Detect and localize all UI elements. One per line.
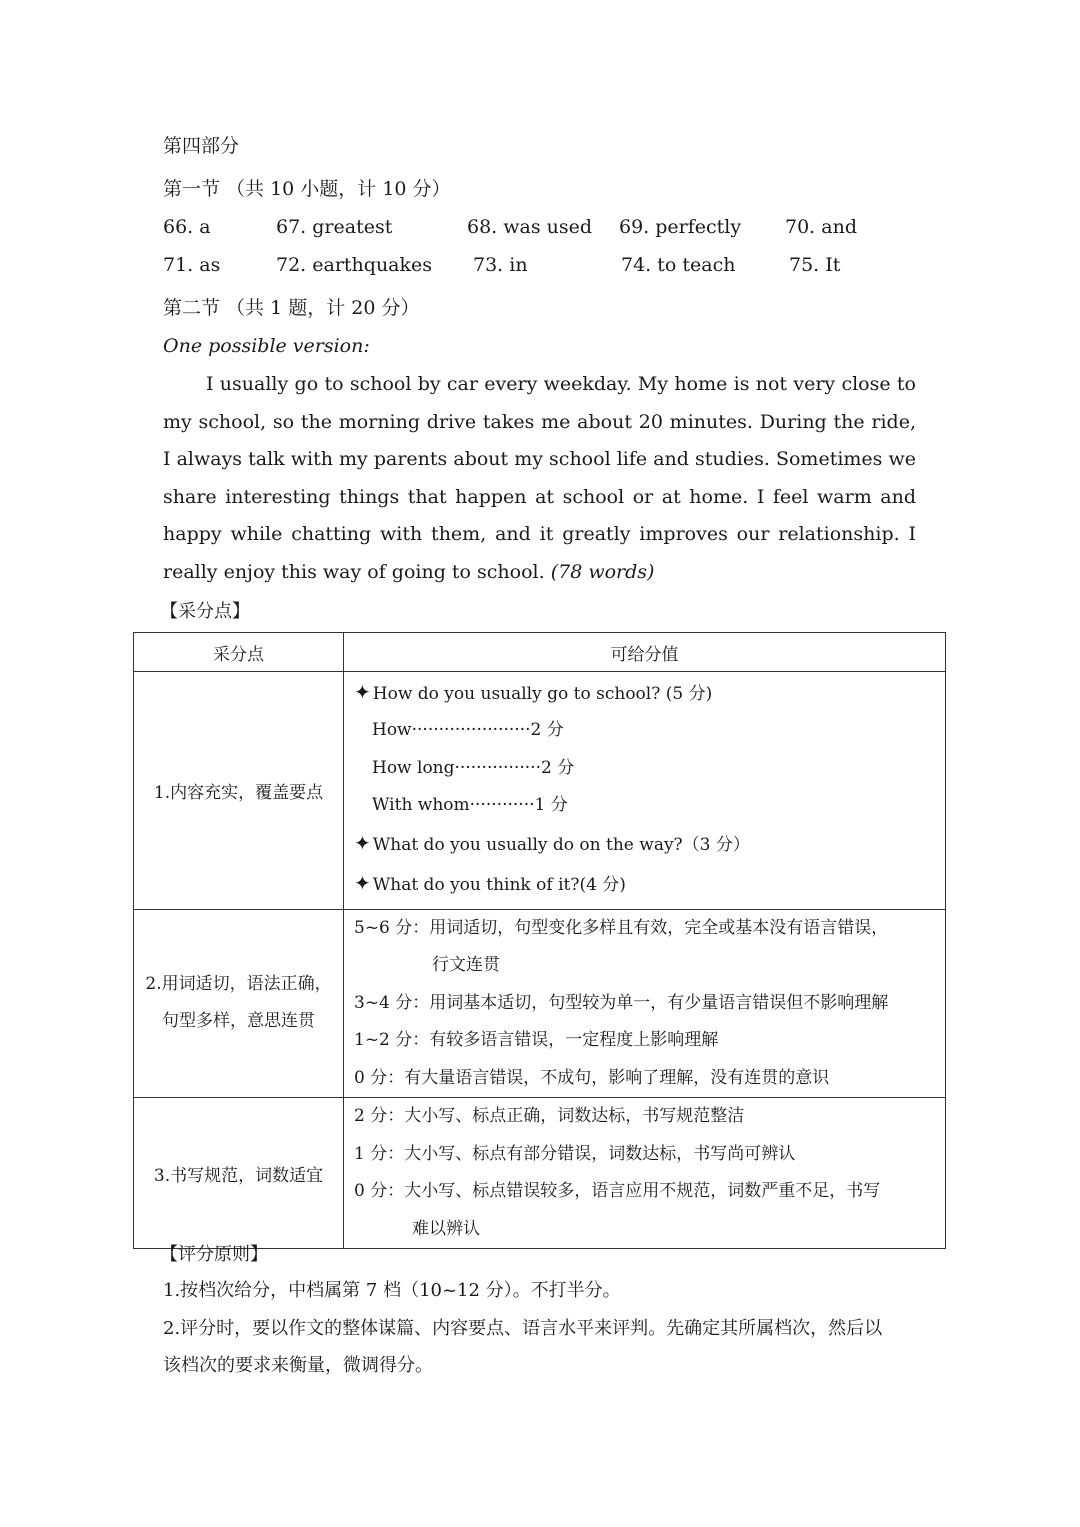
answer-item: 74. to teach (621, 254, 736, 276)
answer-item: 68. was used (467, 216, 593, 238)
part-title: 第四部分 (163, 135, 240, 157)
answer-item: 70. and (785, 216, 857, 238)
detail-line: How······················2 分 (372, 720, 564, 740)
row-detail (344, 672, 946, 910)
star-icon: ✦ (354, 680, 371, 704)
table-row (134, 909, 946, 1098)
rubric-table (133, 632, 946, 1249)
answer-item: 69. perfectly (619, 216, 742, 238)
section2-title: 第二节 （共 1 题，计 20 分） (163, 297, 420, 319)
scoring-points-title: 【采分点】 (160, 601, 250, 622)
answer-item: 75. It (789, 254, 841, 276)
detail-line: 3~4 分：用词基本适切，句型较为单一，有少量语言错误但不影响理解 (354, 992, 889, 1013)
word-count: (78 words) (550, 560, 655, 583)
detail-line: 0 分：大小写、标点错误较多，语言应用不规范，词数严重不足，书写 (354, 1181, 881, 1201)
detail-line: How long················2 分 (372, 757, 575, 778)
principle-line: 2.评分时，要以作文的整体谋篇、内容要点、语言水平来评判。先确定其所属档次，然后以 (163, 1318, 883, 1339)
answer-item: 72. earthquakes (276, 254, 433, 276)
answer-item: 66. a (163, 216, 211, 238)
answer-item: 71. as (163, 254, 221, 276)
detail-line: 5~6 分：用词适切，句型变化多样且有效，完全或基本没有语言错误， (354, 917, 889, 938)
principle-line: 1.按档次给分，中档属第 7 档（10~12 分）。不打半分。 (163, 1280, 621, 1301)
principles-title: 【评分原则】 (160, 1244, 268, 1265)
row-point: 3.书写规范，词数适宜 (134, 1098, 344, 1249)
star-icon: ✦ (354, 830, 371, 855)
detail-line: ✦ What do you usually do on the way?（3 分） (354, 830, 750, 855)
row-detail (344, 909, 946, 1098)
row-point: 1.内容充实，覆盖要点 (134, 672, 344, 910)
detail-line: 1~2 分：有较多语言错误，一定程度上影响理解 (354, 1030, 719, 1050)
table-row (134, 672, 946, 910)
section1-title: 第一节 （共 10 小题，计 10 分） (163, 178, 451, 200)
detail-line: 难以辨认 (412, 1218, 480, 1239)
detail-line: ✦ How do you usually go to school? (5 分) (354, 680, 713, 704)
detail-line: With whom············1 分 (372, 795, 568, 815)
header-score-value: 可给分值 (344, 633, 946, 672)
principle-line: 该档次的要求来衡量，微调得分。 (163, 1355, 433, 1376)
detail-line: 0 分：有大量语言错误，不成句，影响了理解，没有连贯的意识 (354, 1067, 830, 1088)
detail-line: ✦ What do you think of it?(4 分) (354, 870, 626, 895)
star-icon: ✦ (354, 870, 371, 895)
model-essay (163, 366, 916, 591)
detail-line: 1 分：大小写、标点有部分错误，词数达标，书写尚可辨认 (354, 1143, 796, 1164)
table-row (134, 1098, 946, 1249)
row-detail (344, 1098, 946, 1249)
essay-text: I usually go to school by car every weekday. My home is not very close to my school, so the morning drive takes me about 20 minutes. During the ride, I always talk with my parents about my school life and studies. Sometimes we share interesting things that happen at school or at home. I feel warm and happy while chatting with them, and it greatly improves our relationship. I really enjoy this way of going to school. (163, 373, 916, 583)
detail-line: 行文连贯 (432, 955, 500, 975)
table-header-row (134, 633, 946, 672)
header-scoring-point: 采分点 (134, 633, 344, 672)
answer-item: 73. in (473, 254, 528, 276)
version-label: One possible version: (163, 335, 370, 357)
row-point: 2.用词适切，语法正确， 句型多样，意思连贯 (134, 909, 344, 1098)
answer-item: 67. greatest (276, 216, 393, 238)
detail-line: 2 分：大小写、标点正确，词数达标，书写规范整洁 (354, 1106, 745, 1126)
